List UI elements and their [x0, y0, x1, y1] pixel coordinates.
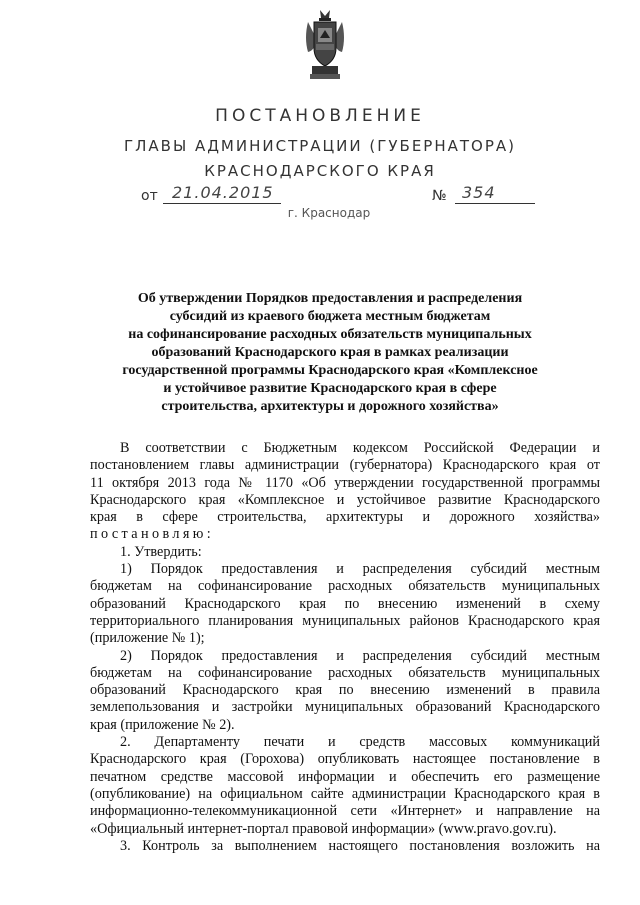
body-line: печатном средстве массовой информации и обеспечить его размещение: [90, 768, 600, 785]
body-line: 3. Контроль за выполнением настоящего постановления возложить на: [120, 837, 600, 854]
date-label: от: [141, 188, 158, 204]
body-line: «Официальный интернет-портал правовой информации» (www.pravo.gov.ru).: [90, 820, 557, 837]
title-line: образований Краснодарского края в рамках реализации: [151, 345, 509, 360]
body-line: территориального планирования муниципальных районов Краснодарского края: [90, 612, 600, 629]
title-line: строительства, архитектуры и дорожного хозяйства»: [161, 399, 499, 414]
document-date: 21.04.2015: [172, 183, 274, 202]
body-line: 2. Департаменту печати и средств массовых коммуникаций: [120, 734, 600, 751]
issue-city: г. Краснодар: [287, 206, 371, 220]
number-underline: [455, 203, 535, 204]
document-number: 354: [462, 183, 496, 202]
body-line: постановлением главы администрации (губернатора) Краснодарского края от: [90, 457, 600, 474]
body-line: землепользования и застройки муниципальных образований Краснодарского: [90, 699, 600, 716]
region-heading: КРАСНОДАРСКОГО КРАЯ: [204, 162, 436, 180]
body-line: бюджетам на софинансирование расходных обязательств муниципальных: [90, 578, 600, 595]
issuer-heading: ГЛАВЫ АДМИНИСТРАЦИИ (ГУБЕРНАТОРА): [123, 137, 517, 155]
body-line: (приложение № 1);: [90, 630, 205, 647]
body-line: бюджетам на софинансирование расходных обязательств муниципальных: [90, 664, 600, 681]
body-line: 1) Порядок предоставления и распределения субсидий местным: [120, 561, 600, 578]
coat-of-arms-icon: [302, 8, 348, 82]
title-line: и устойчивое развитие Краснодарского края в сфере: [163, 381, 497, 396]
document-body: [90, 440, 600, 855]
date-underline: [163, 203, 281, 204]
body-line: края в сфере строительства, архитектуры и дорожного хозяйства»: [90, 509, 600, 526]
title-line: государственной программы Краснодарского края «Комплексное: [122, 363, 538, 378]
body-line: образований Краснодарского края по внесению изменений в правила: [90, 682, 600, 699]
body-line: (опубликование) на официальном сайте администрации Краснодарского края в: [90, 785, 600, 802]
title-line: Об утверждении Порядков предоставления и распределения: [137, 291, 523, 306]
title-line: субсидий из краевого бюджета местным бюджетам: [169, 309, 491, 324]
body-line: 1. Утвердить:: [120, 543, 202, 560]
number-label: №: [432, 188, 447, 204]
body-line: образований Краснодарского края по внесению изменений в схему: [90, 595, 600, 612]
body-line: В соответствии с Бюджетным кодексом Российской Федерации и: [120, 440, 600, 456]
title-line: на софинансирование расходных обязательств муниципальных: [128, 327, 532, 342]
document-type-heading: ПОСТАНОВЛЕНИЕ: [215, 106, 425, 126]
body-line: 2) Порядок предоставления и распределения субсидий местным: [120, 647, 600, 664]
body-line: края (приложение № 2).: [90, 716, 235, 733]
body-line: 11 октября 2013 года № 1170 «Об утверждении государственной программы: [90, 474, 600, 491]
body-line: постановляю:: [90, 526, 215, 543]
body-line: Краснодарского края «Комплексное и устойчивое развитие Краснодарского: [90, 491, 600, 508]
body-line: информационно-телекоммуникационной сети «Интернет» и направление на: [90, 803, 600, 820]
body-line: Краснодарского края (Горохова) опубликовать настоящее постановление в: [90, 751, 600, 768]
document-title: [0, 290, 640, 416]
